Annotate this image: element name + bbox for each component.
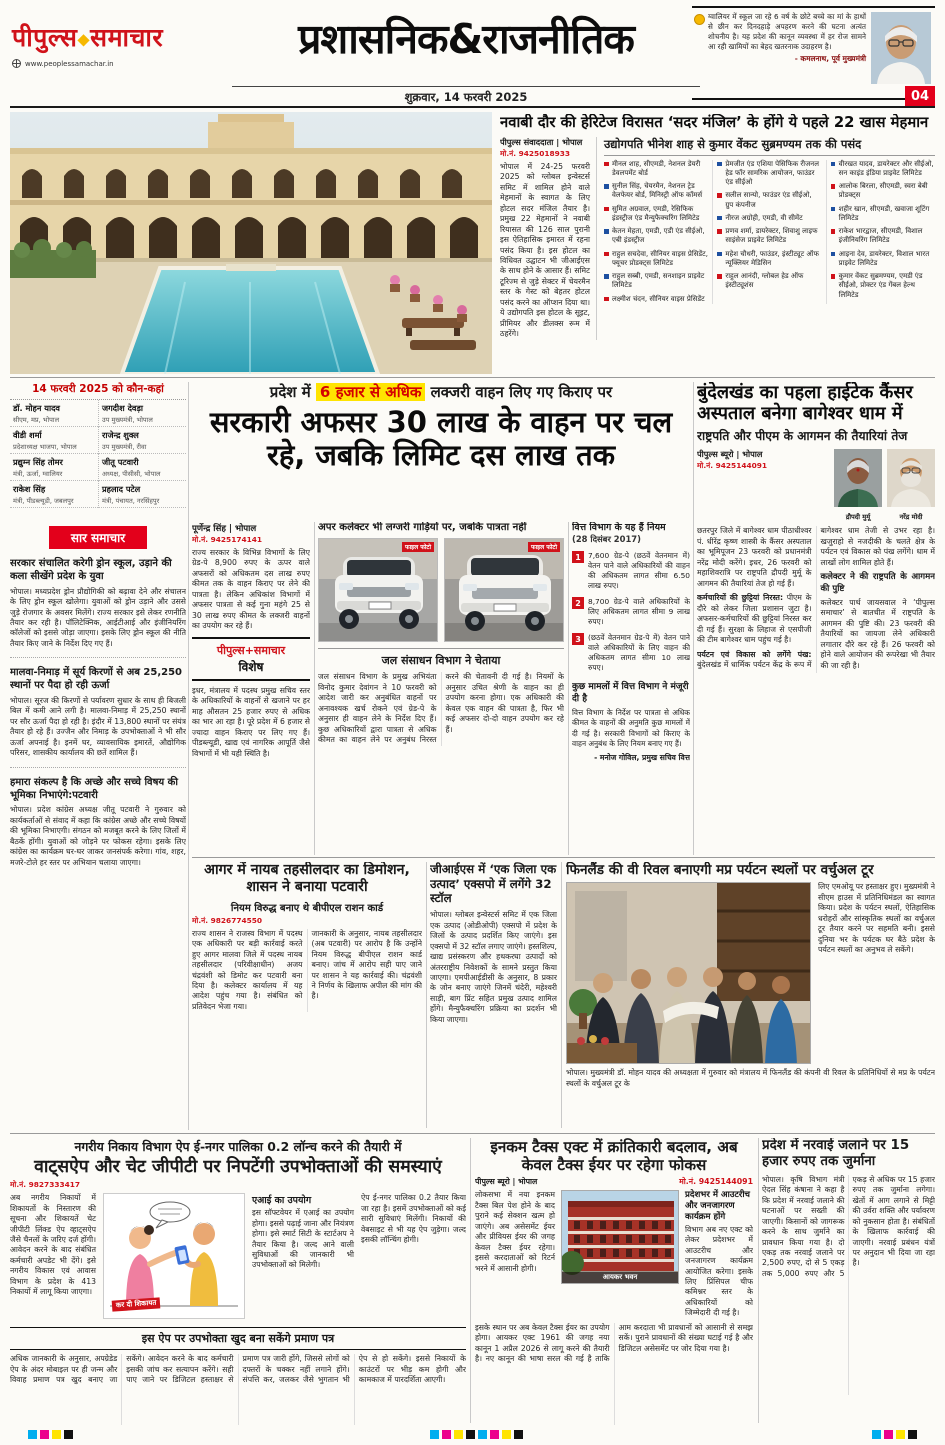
list-item: राकेश भारद्वाज, सीएमडी, विशाल इंजीनियरिंग लिमिटेड — [831, 227, 935, 245]
masthead-rule — [10, 106, 935, 108]
building-illustration — [562, 1191, 679, 1284]
column-rule — [470, 1138, 471, 1423]
enagar-col1: अब नगरीय निकायों में शिकायतों के निस्तारण की सूचना और शिकायतें चेट जीपीटी लिंक्ड ऐप व्हाट्सऐप जैसे चैनलों के जरिए दर्ज होंगी। आवेदन करने के बाद संबंधित कर्मचारी अपडेट भी देंगे। इसे नगरीय विकास एवं आवास विभाग के प्रदेश के 413 निकायों में लागू किया जाएगा। — [10, 1193, 96, 1297]
palace-illustration — [10, 112, 492, 374]
tax-building-photo — [561, 1190, 679, 1284]
main-story-col1 — [192, 522, 310, 855]
guest-list-section — [597, 137, 935, 340]
brief-headline: सरकार संचालित करेगी ड्रोन स्कूल, उड़ाने की कला सीखेंगे प्रदेश के युवा — [10, 558, 172, 582]
suv-illustration — [445, 539, 564, 642]
main-story-phone: मो.नं. 9425174141 — [192, 535, 263, 544]
page-number-badge: 04 — [905, 86, 935, 107]
brief-item — [10, 558, 186, 658]
person-name: डॉ. मोहन यादव — [13, 403, 60, 413]
meeting-photo — [566, 882, 811, 1064]
car-photo-1 — [318, 538, 438, 642]
kicker-pre: प्रदेश में — [269, 383, 311, 401]
brief-body: भोपाल। मध्यप्रदेश ड्रोन प्रौद्योगिकी को बढ़ावा देने और संचालन के लिए ड्रोन स्कूल खोलेगा। युवाओं को ड्रोन उड़ाने और उससे जुड़े रोजगार के अवसर मिलेंगे। राज्य सरकार इसे लेकर रणनीति तैयार कर रही है। पॉलिटेक्निक, आईटीआई और इंजीनियरिंग कॉलेजों को इससे जोड़ा जाएगा। इसके लिए ड्रोन स्कूल की नीति तैयार किए जाने के निर्देश दिए गए हैं। — [10, 586, 186, 648]
enagar-story — [10, 1138, 466, 1425]
cancer-hospital-story — [697, 382, 935, 855]
agar-subhead: नियम विरुद्ध बनाए थे बीपीएल राशन कार्ड — [230, 902, 384, 914]
news-briefs-column — [10, 526, 186, 1130]
person-name: राकेश सिंह — [13, 484, 46, 494]
enagar-strip-subhead: इस ऐप पर उपभोक्ता खुद बना सकेंगे प्रमाण पत्र — [10, 1327, 466, 1350]
paragraph — [697, 593, 812, 645]
inline-subhead: पर्यटन एवं विकास को लगेंगे पंख: — [697, 649, 812, 659]
rules-date: (28 दिसंबर 2017) — [572, 534, 641, 545]
tax-col3 — [685, 1190, 753, 1318]
briefs-tag: सार समाचार — [49, 526, 147, 549]
tax-subhead: प्रदेशभर में आउटरीच और जनजागरण कार्यक्रम होंगे — [685, 1190, 750, 1222]
special-tag-line1: पीपुल्स+समाचार — [216, 643, 286, 657]
who-where-entry — [98, 427, 186, 454]
photo-tag: फाइल फोटो — [402, 542, 434, 552]
cancer-headline: बुंदेलखंड का पहला हाईटेक कैंसर अस्पताल बनेगा बागेश्वर धाम में — [697, 382, 913, 425]
person-name: प्रद्युम्न सिंह तोमर — [13, 457, 63, 467]
paragraph: छतरपुर जिले में बागेश्वर धाम पीठाधीश्वर पं. धीरेंद्र कृष्ण शास्त्री के कैंसर अस्पताल का भूमिपूजन 23 फरवरी को प्रधानमंत्री नरेंद्र मोदी करेंगे। इधर, 26 फरवरी को महाशिवरात्रि पर राष्ट्रपति द्रौपदी मुर्मू के आगमन की तैयारियां तेज हो गई हैं। — [697, 526, 812, 588]
top-story-phone: मो.नं. 9425018933 — [500, 148, 571, 158]
rules-title: वित्त विभाग के यह हैं नियम — [572, 522, 666, 533]
narwai-headline: प्रदेश में नरवाई जलाने पर 15 हजार रुपए तक जुर्माना — [762, 1138, 910, 1170]
quote-text: ग्वालियर में स्कूल जा रहे 6 वर्ष के छोटे बच्चे का मां के हाथों से छीन कर दिनदहाड़े अपहरण करने की घटना अत्यंत शोचनीय है। यह प्रदेश की कानून व्यवस्था में हर रोज सामने आ रही खामियों का बेहद खतरनाक उदाहरण है। — [708, 12, 866, 52]
agar-phone: मो.नं. 9826774550 — [192, 915, 263, 925]
complaint-cartoon — [103, 1193, 245, 1319]
approval-subhead: कुछ मामलों में वित्त विभाग ने मंजूरी दी है — [572, 682, 689, 704]
list-item: राहुल सब्बी, एमडी, सनशाइन प्राइवेट लिमिटेड — [604, 272, 708, 290]
top-story-byline: पीपुल्स संवाददाता | भोपाल — [500, 136, 583, 147]
list-item: आइना देव, डायरेक्टर, विशाल भारत प्राइवेट लिमिटेड — [831, 250, 935, 268]
row-rule — [10, 1133, 935, 1134]
list-item: केतन मेहता, एमडी, एडी एंड सीईओ, एबी इंडस्ट्रीज — [604, 227, 708, 245]
cartoon-label: कर दी शिकायत — [112, 1297, 161, 1311]
list-item: प्रणव शर्मा, डायरेक्टर, शिवाशु लाइफ साइंसेज प्राइवेट लिमिटेड — [717, 227, 821, 245]
main-story-photos — [318, 522, 564, 855]
guest-list — [604, 160, 935, 304]
person-name: राजेन्द्र शुक्ल — [102, 430, 139, 440]
column-rule — [568, 522, 569, 855]
logo-text — [12, 20, 224, 54]
person-role: अध्यक्ष, पीसीसी, भोपाल — [102, 470, 161, 478]
enagar-col3: ऐप ई-नगर पालिका 0.2 तैयार किया जा रहा है। इसमें उपभोक्ताओं को कई सारी सुविधाएं मिलेंगी। निकायों की वेबसाइट से भी यह ऐप जुड़ेगा। जल्द इसकी लॉन्चिंग होगी। — [361, 1193, 466, 1244]
cars-caption: अपर कलेक्टर भी लग्जरी गाड़ियों पर, जबकि पात्रता नहीं — [318, 522, 527, 533]
top-story-body: भोपाल में 24-25 फरवरी 2025 को ग्लोबल इन्वेस्टर्स समिट में शामिल होने वाले मेहमानों के स्वागत के लिए होटल सदर मंजिल तैयार है। प्रमुख 22 मेहमानों ने नवाबी रियासत की 126 साल पुरानी इस ऐतिहासिक इमारत में रहना पसंद किया है। इस होटल का विधिवत उद्घाटन भी जीआईएस के साथ होने के आसार हैं। समिट टूरिज्म से जुड़े सेक्टर में चेयरमैन स्तर के गेस्ट को बेहतर होटल पसंद करने का ऑप्शन दिया था। ये उद्योगपति इस होटल के सूइट, प्रीमियर और डीलक्स रूम में ठहरेंगे। — [500, 161, 590, 339]
list-item: महेश चौधरी, फाउंडर, इंस्टीट्यूट ऑफ न्यूक्लियर मेडिसिन — [717, 250, 821, 268]
building-photo-caption: आयकर भवन — [562, 1272, 678, 1283]
enagar-bottom-text: अधिक जानकारी के अनुसार, अपग्रेडेड ऐप के अंदर मोबाइल पर ही जन्म और विवाह प्रमाण पत्र खुद बनाए जा सकेंगे। आवेदन करने के बाद कर्मचारी इसकी जांच कर सत्यापन करेंगे। सही पाए जाने पर डिजिटल हस्ताक्षर से प्रमाण पत्र जारी होंगे, जिससे लोगों को दफ्तरों के चक्कर नहीं लगाने होंगे। संपत्ति कर, जलकर जैसे भुगतान भी ऐप से हो सकेंगे। इससे निकायों के काउंटरों पर भीड़ कम होगी और कामकाज में पारदर्शिता आएगी। — [10, 1354, 466, 1385]
person-role: प्रदेशाध्यक्ष भाजपा, भोपाल — [13, 443, 77, 451]
murmu-illustration — [834, 449, 882, 507]
top-story — [500, 114, 935, 374]
rule-item — [572, 551, 690, 591]
logo-url-row — [12, 59, 224, 68]
brief-headline: हमारा संकल्प है कि अच्छे और सच्चे विषय की भूमिका निभाएंगे:पटवारी — [10, 776, 178, 801]
income-tax-story — [475, 1138, 753, 1425]
gis-headline: जीआईएस में ‘एक जिला एक उत्पाद’ एक्सपो में लगेंगे 32 स्टॉल — [430, 862, 557, 906]
main-story-headline: सरकारी अफसर 30 लाख के वाहन पर चल रहे, जबकि लिमिट दस लाख तक — [209, 405, 673, 473]
photo-caption: नरेंद्र मोदी — [899, 513, 923, 522]
top-story-body-col — [500, 137, 597, 340]
main-story-kicker — [192, 382, 690, 402]
sadar-manzil-photo — [10, 112, 492, 374]
section-title: प्रशासनिक&राजनीतिक — [298, 15, 634, 63]
paragraph: जानकारी के अनुसार, नायब तहसीलदार (अब पटवारी) पर आरोप है कि उन्होंने नियम विरुद्ध बीपीएल राशन कार्ड बनाए। जांच में आरोप सही पाए जाने पर शासन ने यह कार्रवाई की। चंद्रवंशी ने निर्णय के खिलाफ अपील की मांग की है। — [311, 928, 422, 1001]
brief-body: भोपाल। प्रदेश कांग्रेस अध्यक्ष जीतू पटवारी ने गुरुवार को कार्यकर्ताओं से संवाद में कहा कि कांग्रेस अच्छे और सच्चे विषयों की भूमिका निभाएगी। संगठन को मजबूत करने के लिए जिलों में बैठकें होंगी। युवाओं को जोड़ने पर फोकस रहेगा। इसके लिए कांग्रेस का कार्यक्रम घर-घर जाकर जनसंपर्क करेगा। गांव, शहर, मजरे-टोले हर स्तर पर अभियान चलाया जाएगा। — [10, 805, 186, 867]
paragraph-text: बुंदेलखंड में धार्मिक पर्यटन केंद्र के रूप में बागेश्वर धाम तेजी से उभर रहा है। खजुराहो से नजदीकी के चलते क्षेत्र के पर्यटन एवं विकास को पंख लगेंगे। धाम में लाखों लोग शामिल होते हैं। — [697, 526, 935, 670]
column-rule — [693, 382, 694, 855]
narwai-body: भोपाल। कृषि विभाग मंत्री ऐदल सिंह कंषाना ने कहा है कि प्रदेश में नरवाई जलाने की घटनाओं पर सख्ती की जाएगी। किसानों को जागरूक करने के साथ जुर्माने का प्रावधान किया गया है। दो एकड़ तक नरवाई जलाने पर 2,500 रुपए, दो से 5 एकड़ तक 5,000 रुपए और 5 एकड़ से अधिक पर 15 हजार रुपए तक जुर्माना लगेगा। खेतों में आग लगाने से मिट्टी की उर्वरा शक्ति और पर्यावरण को नुकसान होता है। संबंधितों के खिलाफ कार्रवाई की जाएगी। नरवाई प्रबंधन यंत्रों पर अनुदान भी दिया जा रहा है। — [762, 1174, 935, 1278]
ai-body: इस सॉफ्टवेयर में एआई का उपयोग होगा। इससे पढ़ाई जाना और नियंत्रण होगा। इसे स्मार्ट सिटी के स्टार्टअप ने तैयार किया है। जल्द आने वाली सुविधाओं की जानकारी भी उपभोक्ताओं को मिलेगी। — [252, 1208, 354, 1270]
tax-col3-body: विभाग अब नए एक्ट को लेकर प्रदेशभर में आउटरीच और जनजागरण कार्यक्रम आयोजित करेगा। इसके लिए प्रिंसिपल चीफ कमिश्नर स्तर के अधिकारियों को जिम्मेदारी दी गई है। — [685, 1224, 753, 1318]
paragraph: कलेक्टर पार्थ जायसवाल ने ‘पीपुल्स समाचार’ से बातचीत में राष्ट्रपति के आगमन की पुष्टि की। 23 फरवरी की तैयारियों का जायजा लेने अधिकारी लगातार दौरे कर रहे हैं। 26 फरवरी को होने वाले आयोजन की रूपरेखा भी तैयार की जा रही है। — [820, 597, 935, 670]
approval-body: वित्त विभाग के निर्देश पर पात्रता से अधिक कीमत के वाहनों की अनुमति कुछ मामलों में दी गई है। सरकारी विभागों को किराए के वाहन अनुबंध के लिए नियम बनाए गए हैं। — [572, 708, 690, 748]
print-marks-right — [872, 1430, 917, 1439]
brief-body: भोपाल। सूरज की किरणों से पर्यावरण सुधार के साथ ही बिजली बिल में कमी आने लगी है। मालवा-निमाड़ में 25,250 स्थानों पर सौर ऊर्जा पैदा हो रही है। इंदौर में 13,800 स्थानों पर संयंत्र तैयार हो रहे हैं। उज्जैन और निमाड़ के उपभोक्ताओं ने भी सौर ऊर्जा अपनाई है। इनमें घर, व्यावसायिक इमारतें, औद्योगिक परिसर, शासकीय कार्यालय की छतें शामिल हैं। — [10, 696, 186, 758]
rule-number: 2 — [572, 597, 584, 609]
suv-illustration — [319, 539, 438, 642]
list-item: राहुल आनंदी, ग्लोबल हेड ऑफ इंस्टीट्यूशंस — [717, 272, 821, 290]
globe-icon — [12, 59, 21, 68]
photo-tag: फाइल फोटो — [528, 542, 560, 552]
person-name: जगदीश देवड़ा — [102, 403, 143, 413]
who-where-entry — [10, 427, 98, 454]
column-rule — [758, 1138, 759, 1423]
brief-item — [10, 777, 186, 876]
list-item: प्रेमजीत एंड एशिया पेसिफिक रीजनल हेड फॉर सामरिक आयोजन, फाउंडर एंड सीईओ — [717, 160, 821, 188]
brief-headline: मालवा-निमाड़ में सूर्य किरणों से अब 25,250 स्थानों पर पैदा हो रही ऊर्जा — [10, 667, 183, 692]
official-sign: - मनोज गोविल, प्रमुख सचिव वित्त — [594, 752, 690, 762]
rule-number: 3 — [572, 633, 584, 645]
list-item: शहीर खान, सीएमडी, खवाजा शूटिंग लिमिटेड — [831, 205, 935, 223]
water-dept-subhead: जल संसाधन विभाग ने चेताया — [318, 648, 564, 668]
list-item: नीरज अग्रोही, एमडी, वी सीमेंट — [717, 214, 821, 223]
brief-item — [10, 667, 186, 767]
who-where-entry — [10, 454, 98, 481]
list-item: सुमित अग्रवाल, एमडी, रेसिफिक इंडस्ट्रीज एंड मैन्युफैक्चरिंग लिमिटेड — [604, 205, 708, 223]
list-item: सुनील सिंह, चेयरमैन, नेशनल ट्रेड वेलफेयर बोर्ड, मिनिस्ट्री ऑफ कॉमर्स — [604, 182, 708, 200]
tax-col1: लोकसभा में नया इनकम टैक्स बिल पेश होने के बाद पुराने कई सेक्शन खत्म हो जाएंगे। अब असेसमेंट ईयर और प्रीवियस ईयर की जगह केवल टैक्स ईयर रहेगा। इससे करदाताओं को रिटर्न भरने में आसानी होगी। — [475, 1190, 555, 1273]
pm-photo — [887, 449, 935, 521]
person-role: उप मुख्यमंत्री, भोपाल — [102, 416, 153, 424]
rule-text: (छठवें वेतनमान ग्रेड-पे में) वेतन पाने वाले अधिकारियों के लिए वाहन की अधिकतम लागत सीमा 10 लाख रुपए। — [588, 633, 690, 673]
list-item: आलोक बिरला, सीएमडी, स्वरा बेबी प्रोडक्ट्स — [831, 182, 935, 200]
cancer-inner-subhead: कलेक्टर ने की राष्ट्रपति के आगमन की पुष्टि — [820, 572, 935, 595]
tax-byline: पीपुल्स ब्यूरो | भोपाल — [475, 1177, 538, 1187]
list-item: सलील सान्यो, फाउंडर एंड सीईओ, ग्रुप कंपनीज — [717, 191, 821, 209]
cancer-body — [697, 526, 935, 672]
tax-headline: इनकम टैक्स एक्ट में क्रांतिकारी बदलाव, अब केवल टैक्स ईयर पर रहेगा फोकस — [490, 1138, 738, 1175]
special-tag-line2: विशेष — [238, 659, 264, 674]
person-name: जीतू पटवारी — [102, 457, 139, 467]
who-where-entry — [98, 454, 186, 481]
quote-attribution: - कमलनाथ, पूर्व मुख्यमंत्री — [794, 54, 866, 64]
tax-phone: मो.नं. 9425144091 — [679, 1177, 753, 1187]
cancer-byline: पीपुल्स ब्यूरो | भोपाल — [697, 449, 763, 460]
logo-part1: पीपुल्स — [12, 23, 78, 52]
rule-text: 8,700 ग्रेड-पे वाले अधिकारियों के लिए अधिकतम लागत सीमा 9 लाख रुपए। — [588, 597, 690, 627]
rule-item — [572, 633, 690, 673]
main-story-byline: पूर्णेन्द्र सिंह | भोपाल — [192, 524, 257, 534]
photo-caption: द्रौपदी मुर्मू — [845, 513, 871, 522]
print-marks-left — [28, 1430, 73, 1439]
enagar-phone: मो.नं. 9827333417 — [10, 1180, 81, 1190]
list-item: लक्ष्मीश चंदन, सीनियर वाइस प्रेसिडेंट — [604, 295, 708, 304]
kicker-highlight: 6 हजार से अधिक — [316, 383, 425, 401]
cancer-byline-wrap — [697, 449, 829, 521]
row-rule — [192, 857, 935, 858]
person-name: प्रहलाद पटेल — [102, 484, 141, 494]
section-rule — [10, 377, 935, 378]
leader-quote-box — [692, 6, 935, 100]
agar-body — [192, 929, 422, 1013]
enagar-ai-col — [252, 1193, 354, 1321]
main-story-body2: इधर, मंत्रालय में पदस्थ प्रमुख सचिव स्तर के अधिकारियों के वाहनों से खजाने पर हर माह औसतन 25 हजार रुपए से अधिक का भार आ रहा है। पूरे प्रदेश में 6 हजार से ज्यादा वाहन किराए पर लिए गए हैं। पीडब्ल्यूडी, खाद्य एवं नागरिक आपूर्ति जैसे विभागों में भी यही स्थिति है। — [192, 685, 310, 758]
paragraph: राज्य शासन ने राजस्व विभाग में पदस्थ एक अधिकारी पर बड़ी कार्रवाई करते हुए आगर मालवा जिले में पदस्थ नायब तहसीलदार (परिवीक्षाधीन) अजय चंद्रवंशी को डिमोट कर पटवारी बना दिया है। कलेक्टर कार्यालय में यह आदेश पहुंच गया है। संबंधित को प्रतिवेदन भेजा गया। — [192, 928, 303, 1011]
enagar-headline: वाट्सऐप और चेट जीपीटी पर निपटेंगी उपभोक्ताओं की समस्याएं — [34, 1157, 442, 1177]
who-where-title: 14 फरवरी 2025 को कौन-कहां — [10, 382, 186, 400]
gis-body: भोपाल। ग्लोबल इन्वेस्टर्स समिट में एक जिला एक उत्पाद (ओडीओपी) एक्सपो में प्रदेश के जिलों के उत्पाद प्रदर्शित किए जाएंगे। इस एक्सपो में 32 स्टॉल लगाए जाएंगे। हस्तशिल्प, खाद्य प्रसंस्करण और हथकरघा उत्पादों को अंतरराष्ट्रीय निवेशकों के सामने प्रस्तुत किया जाएगा। एमपीआईडीसी के अनुसार, 8 प्रकार के जोन बनाए जाएंगे जिनमें चंदेरी, महेश्वरी साड़ी, बाग प्रिंट सहित प्रमुख उत्पाद शामिल होंगे। मैन्युफैक्चरिंग प्रक्रिया का प्रदर्शन भी किया जाएगा। — [430, 910, 557, 1024]
diamond-icon: ◆ — [77, 29, 91, 49]
bulb-icon — [694, 14, 705, 25]
agar-demotion-story — [192, 862, 422, 1128]
narwai-fine-story — [762, 1138, 935, 1425]
person-role: मंत्री, ऊर्जा, ग्वालियर — [13, 470, 63, 478]
modi-illustration — [887, 449, 935, 507]
who-where-entry — [10, 400, 98, 427]
finland-side-text: लिए एमओयू पर हस्ताक्षर हुए। मुख्यमंत्री ने सीएम हाउस में प्रतिनिधिमंडल का स्वागत किया। प्रदेश के पर्यटन स्थलों, ऐतिहासिक धरोहरों और सांस्कृतिक स्थलों का वर्चुअल टूर तैयार करने पर सहमति बनी। इससे दुनिया भर के पर्यटक घर बैठे प्रदेश के पर्यटन स्थलों का अनुभव ले सकेंगे। — [818, 882, 935, 955]
inline-subhead: कर्मचारियों की छुट्टियां निरस्त: — [697, 593, 784, 603]
main-story-head — [192, 382, 690, 472]
kicker-post: लक्जरी वाहन लिए गए किराए पर — [430, 383, 613, 401]
tax-bottom-text: इसके स्थान पर अब केवल टैक्स ईयर का उपयोग होगा। आयकर एक्ट 1961 की जगह नया कानून 1 अप्रैल 2026 से लागू करने की तैयारी है। नए कानून की भाषा सरल की गई है ताकि आम करदाता भी प्रावधानों को आसानी से समझ सकें। पुराने प्रावधानों की संख्या घटाई गई है और डिजिटल असेसमेंट पर जोर दिया गया है। — [475, 1322, 753, 1364]
cancer-phone: मो.नं. 9425144091 — [697, 461, 768, 471]
ai-subhead: एआई का उपयोग — [252, 1195, 312, 1207]
column-rule — [188, 382, 189, 1130]
newspaper-logo — [12, 20, 224, 68]
finland-story — [566, 862, 935, 1128]
who-where-entry — [98, 400, 186, 427]
who-where-entry — [98, 481, 186, 508]
column-rule — [426, 862, 427, 1128]
gis-expo-story — [430, 862, 557, 1128]
date-row: शुक्रवार, 14 फरवरी 2025 — [232, 86, 700, 105]
column-rule — [561, 862, 562, 1128]
special-tag-box — [192, 637, 310, 681]
column-rule — [314, 522, 315, 855]
quote-text-wrap — [708, 12, 866, 95]
water-dept-body: जल संसाधन विभाग के प्रमुख अभियंता विनोद कुमार देवांगन ने 10 फरवरी को आदेश जारी कर अनुबंधित वाहनों पर अनावश्यक खर्च रोकने एवं ग्रेड-पे के अनुसार ही वाहन लेने के निर्देश दिए हैं। कुछ अधिकारियों द्वारा पात्रता से अधिक कीमत का वाहन लेने पर अनुबंध निरस्त करने की चेतावनी दी गई है। नियमों के अनुसार उचित श्रेणी के वाहन का ही उपयोग करना होगा। एक अधिकारी की केवल एक वाहन की पात्रता है, फिर भी कई अफसर दो-दो वाहन उपयोग कर रहे हैं। — [318, 672, 564, 745]
car-photo-2 — [444, 538, 564, 642]
list-item: राहुल सचदेवा, सीनियर वाइस प्रेसिडेंट, फ्यूचर प्रोडक्ट्स लिमिटेड — [604, 250, 708, 268]
who-where-entry — [10, 481, 98, 508]
rule-item — [572, 597, 690, 627]
finland-caption: भोपाल। मुख्यमंत्री डॉ. मोहन यादव की अध्यक्षता में गुरुवार को मंत्रालय में फिनलैंड की कंपनी वी रिवल के प्रतिनिधियों से मप्र के पर्यटन स्थलों के वर्चुअल टूर के — [566, 1068, 935, 1088]
who-where-box — [10, 382, 186, 522]
website-url: www.peoplessamachar.in — [25, 59, 114, 68]
paragraph-text: पीएम के दौरे को लेकर जिला प्रशासन जुटा है। अफसर-कर्मचारियों की छुट्टियां निरस्त कर दी गई हैं। सुरक्षा के लिहाज से एसपीजी की टीम बागेश्वर धाम पहुंच गई है। — [697, 593, 812, 645]
logo-part2: समाचार — [90, 23, 164, 52]
list-item: कुमार वेंकट सुब्रमण्यम, एमडी एंड सीईओ, प्रोक्टर एंड गेंबल हेल्थ लिमिटेड — [831, 272, 935, 300]
rule-number: 1 — [572, 551, 584, 563]
who-where-grid — [10, 400, 186, 508]
cancer-subhead: राष्ट्रपति और पीएम के आगमन की तैयारियां तेज — [697, 429, 908, 444]
main-story-body1: राज्य सरकार के विभिन्न विभागों के लिए ग्रेड-पे 8,900 रुपए के ऊपर वाले अफसरों को अधिकतम दस लाख रुपए कीमत तक के वाहन किराए पर लेने की पात्रता है। लेकिन अधिकांश विभागों में अफसर पात्रता से कई गुना महंगे 25 से 30 लाख रुपए कीमत के लक्जरी वाहनों का उपयोग कर रहे हैं। — [192, 548, 310, 631]
person-role: मंत्री, पंचायत, नरसिंहपुर — [102, 497, 160, 505]
person-role: उप मुख्यमंत्री, रीवा — [102, 443, 147, 451]
guest-list-header: उद्योगपति भीनेश शाह से कुमार वेंकट सुब्रमण्यम तक की पसंद — [604, 137, 935, 156]
finland-headline: फिनलैंड की वी रिवल बनाएगी मप्र पर्यटन स्थलों पर वर्चुअल टूर — [566, 862, 874, 878]
enagar-kicker: नगरीय निकाय विभाग ऐप ई-नगर पालिका 0.2 लॉन्च करने की तैयारी में — [74, 1139, 402, 1154]
rule-text: 7,600 ग्रेड-पे (छठवें वेतनमान में) वेतन पाने वाले अधिकारियों की वाहन की अधिकतम लागत सीमा 6.50 लाख रुपए। — [588, 551, 690, 591]
person-role: मंत्री, पीडब्ल्यूडी, जबलपुर — [13, 497, 74, 505]
person-role: सीएम, मप्र, भोपाल — [13, 416, 60, 424]
top-story-headline: नवाबी दौर की हेरिटेज विरासत ‘सदर मंजिल’ के होंगे ये पहले 22 खास मेहमान — [500, 114, 929, 131]
kamalnath-photo — [871, 12, 931, 95]
portrait-illustration — [871, 12, 931, 84]
masthead — [10, 6, 935, 104]
print-marks-center — [430, 1430, 523, 1439]
list-item: मीनल शाह, सीएमडी, नेशनल डेयरी डेवलपमेंट बोर्ड — [604, 160, 708, 178]
person-name: वीडी शर्मा — [13, 430, 42, 440]
finance-rules-col — [572, 522, 690, 855]
agar-headline: आगर में नायब तहसीलदार का डिमोशन, शासन ने बनाया पटवारी — [204, 862, 410, 896]
meeting-illustration — [567, 883, 811, 1064]
president-photo — [834, 449, 882, 521]
list-item: वीरखत यादव, डायरेक्टर और सीईओ, सन काइंड इंडिया प्राइवेट लिमिटेड — [831, 160, 935, 178]
